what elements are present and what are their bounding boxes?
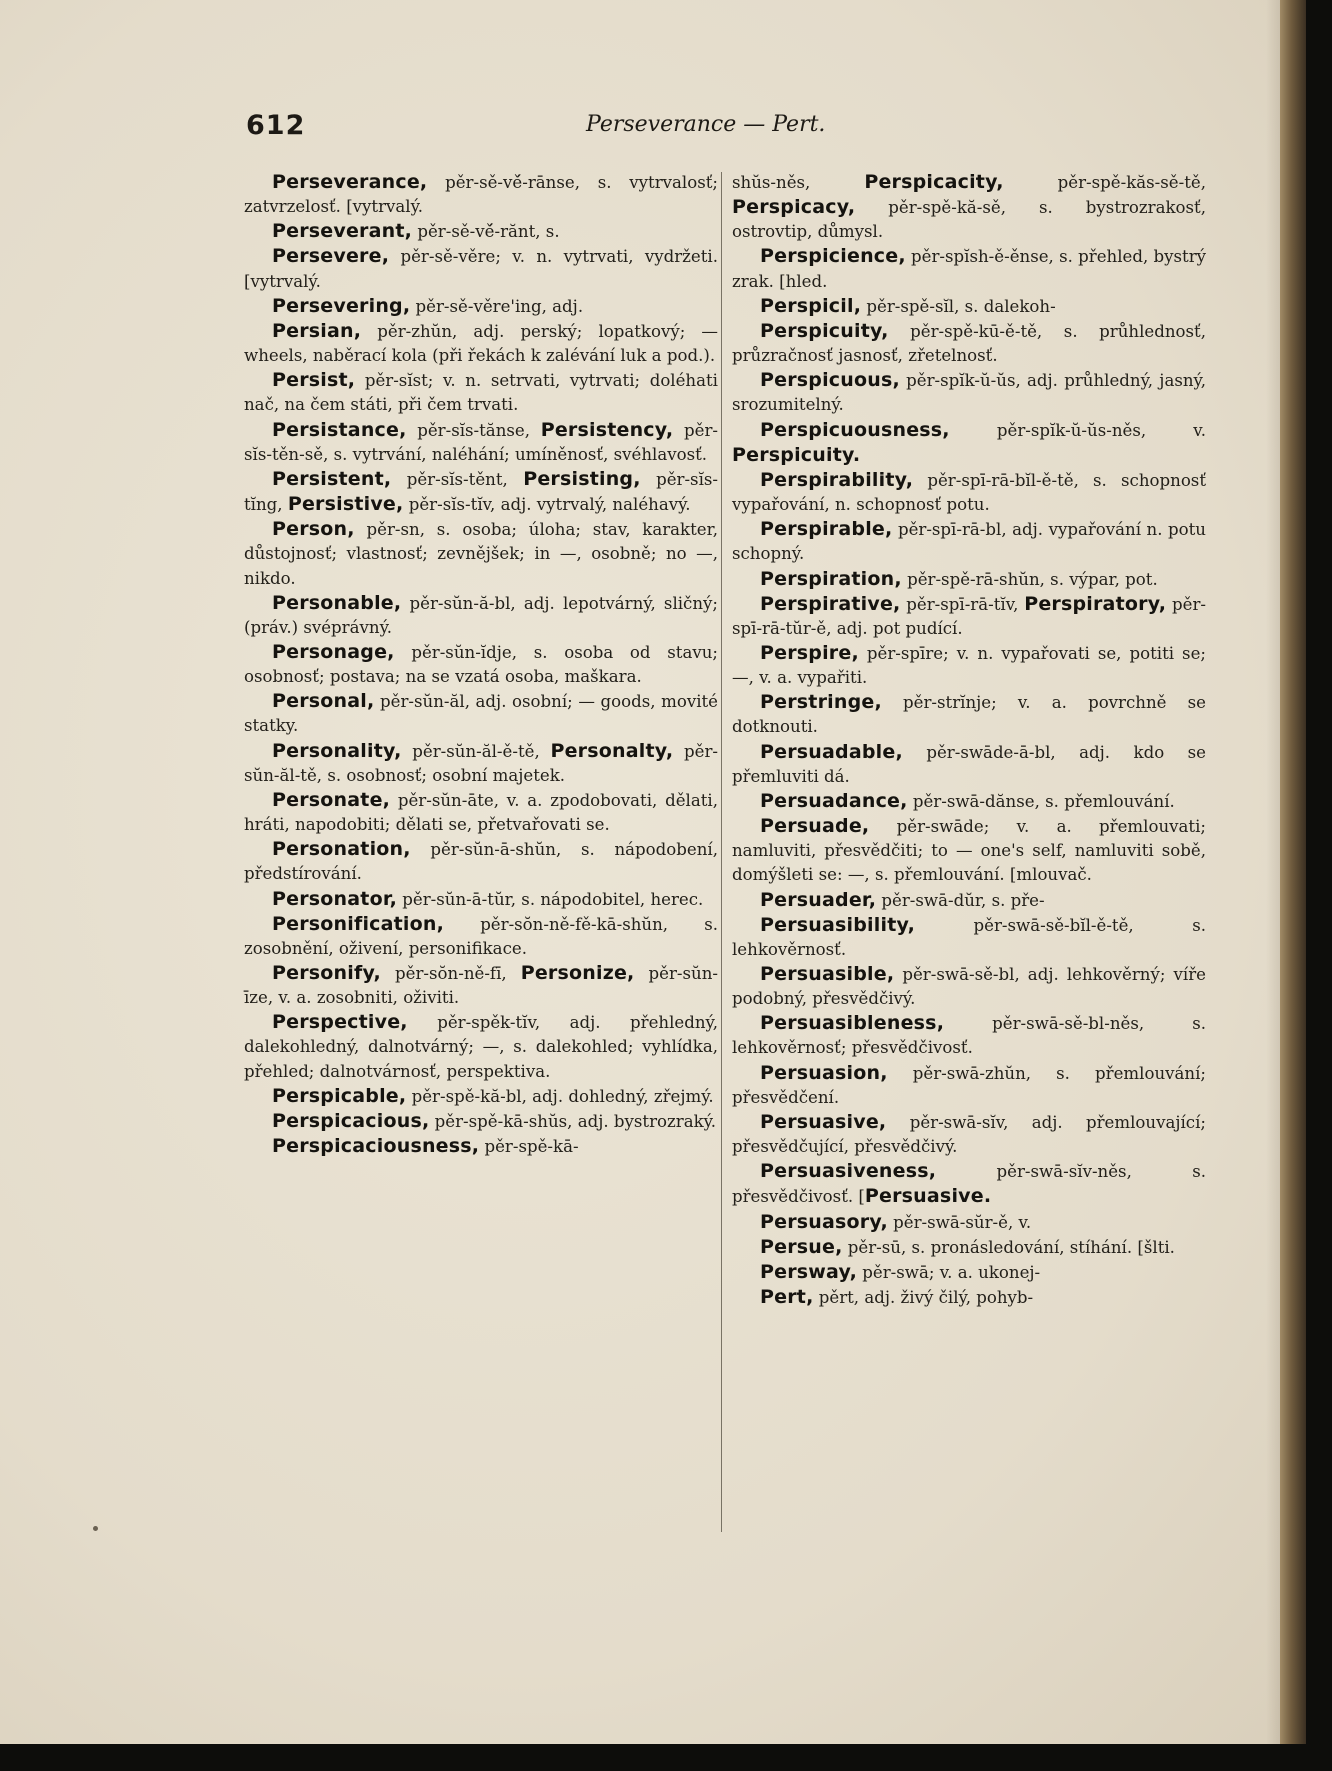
entry-headword: Persevering, <box>272 294 411 317</box>
entry-headword: Perspirable, <box>760 518 893 541</box>
entry-definition: pěr-sě-věre'ing, adj. <box>410 296 584 316</box>
entry-headword: Perspective, <box>272 1011 408 1034</box>
entry-definition: pěr-sŏn-ně-fě-kā-shŭn, s. zosobnění, oživení, personifikace. <box>244 914 718 958</box>
dictionary-entry <box>244 319 718 368</box>
entry-definition: pěr-spĭk-ŭ-ŭs, adj. průhledný, jasný, srozumitelný. <box>732 371 1206 415</box>
entry-definition: pěrt, adj. živý čilý, pohyb- <box>813 1288 1034 1308</box>
dictionary-entry <box>732 1235 1206 1260</box>
entry-definition: pěr-strĭnje; v. a. povrchně se dotknouti. <box>732 693 1206 737</box>
entry-definition: pěr-swā-sě-bl-něs, s. lehkověrnosť; přesvědčivosť. <box>732 1014 1206 1058</box>
entry-headword: Perspicacity, <box>864 171 1004 193</box>
entry-definition: pěr-sŭn-ăl-tě, s. osobnosť; osobní majetek. <box>244 741 718 785</box>
entry-headword: Perspirative, <box>760 592 901 615</box>
entry-definition: pěr-sě-věre; v. n. vytrvati, vydržeti. [vytrvalý. <box>244 247 718 291</box>
entry-definition: pěr-sŭn-ăl, adj. osobní; — goods, movité statky. <box>244 692 718 736</box>
entry-headword: Personable, <box>272 591 402 614</box>
page-number: 612 <box>246 110 306 141</box>
entry-definition: pěr-sŏn-ně-fī, <box>380 964 521 983</box>
entry-definition: pěr-spě-kă-bl, adj. dohledný, zřejmý. <box>406 1086 714 1106</box>
entry-headword: Perspicaciousness, <box>272 1135 480 1158</box>
entry-headword: Persistency, <box>540 418 674 441</box>
entry-definition: pěr-swā-zhŭn, s. přemlouvání; přesvědčení. <box>732 1063 1206 1107</box>
entry-headword: Persuasibleness, <box>760 1012 945 1035</box>
entry-definition: pěr-swā; v. a. ukonej- <box>857 1262 1041 1282</box>
entry-headword: Persue, <box>760 1235 843 1258</box>
dictionary-entry <box>244 244 718 293</box>
entry-definition: pěr-sŭn-īze, v. a. zosobniti, oživiti. <box>244 964 718 1008</box>
entry-headword: Personification, <box>272 912 445 935</box>
entry-headword: Persevere, <box>272 245 390 268</box>
entry-headword: Perstringe, <box>760 691 882 714</box>
entry-headword: Perseverant, <box>272 220 413 243</box>
right-column <box>732 170 1206 1310</box>
entry-headword: Perspicuousness, <box>760 418 950 441</box>
dictionary-entry <box>732 170 1206 244</box>
dictionary-entry <box>244 591 718 640</box>
entry-definition: pěr-swā-sĭv-něs, s. přesvědčivosť. [ <box>732 1162 1206 1207</box>
dictionary-entry <box>244 689 718 738</box>
dictionary-entry <box>244 219 718 244</box>
dictionary-entry <box>732 294 1206 319</box>
dictionary-entry <box>732 913 1206 962</box>
entry-definition: pěr-swāde; v. a. přemlouvati; namluviti, přesvědčiti; to — one's self, namluviti sobě, domýšleti se: —, s. přemlouvání. [mlouvač. <box>732 817 1206 885</box>
entry-headword: Persistive, <box>287 493 404 516</box>
entry-headword: Persuade, <box>760 815 870 838</box>
entry-definition: pěr-sŭn-āte, v. a. zpodobovati, dělati, hráti, napodobiti; dělati se, přetvařovati se. <box>244 790 718 835</box>
entry-definition: pěr-sě-vě́-rănt, s. <box>412 222 560 242</box>
entry-definition: pěr-sĭs-tĭv, adj. vytrvalý, naléhavý. <box>403 495 691 515</box>
entry-headword: Persisting, <box>523 467 641 490</box>
entry-definition: pěr-sĭst; v. n. setrvati, vytrvati; doléhati nač, na čem státi, při čem trvati. <box>244 371 718 415</box>
dictionary-entry <box>244 368 718 417</box>
entry-definition: pěr-swāde-ā-bl, adj. kdo se přemluviti dá. <box>732 742 1206 786</box>
entry-definition: pěr-swā-sĭv, adj. přemlouvající; přesvědčující, přesvědčivý. <box>732 1112 1206 1157</box>
entry-headword: Persuasiveness, <box>760 1160 937 1183</box>
entry-headword: Personation, <box>272 838 411 861</box>
dictionary-entry <box>244 294 718 319</box>
dictionary-entry <box>732 468 1206 517</box>
entry-headword: Persuasory, <box>760 1210 888 1233</box>
entry-definition: pěr-swā-sŭr-ě, v. <box>887 1212 1032 1232</box>
entry-headword: Persistance, <box>272 418 407 441</box>
dictionary-entry <box>732 1210 1206 1235</box>
entry-headword: Persuasive, <box>760 1110 887 1133</box>
entry-definition: pěr-spě-kā- <box>479 1137 579 1157</box>
entry-definition: pěr-zhŭn, adj. perský; lopatkový; — wheels, naběrací kola (při řekách k zalévání luk a pod.). <box>244 321 718 366</box>
dictionary-entry <box>732 888 1206 913</box>
entry-definition: pěr-sn, s. osoba; úloha; stav, karakter, důstojnosť; vlastnosť; zevnějšek; in —, osobně; no —, nikdo. <box>244 520 718 588</box>
dictionary-entry <box>732 1260 1206 1285</box>
entry-definition: pěr-spīre; v. n. vypařovati se, potiti se; —, v. a. vypařiti. <box>732 643 1206 688</box>
entry-headword: Persuasive. <box>864 1185 992 1208</box>
entry-headword: Persuasion, <box>760 1061 888 1084</box>
dictionary-entry <box>732 592 1206 641</box>
entry-headword: Persuadance, <box>760 789 908 812</box>
entry-definition: pěr-spě-kū-ě-tě, s. průhlednosť, průzračnosť jasnosť, zřetelnosť. <box>732 321 1206 366</box>
entry-headword: Perspicience, <box>760 245 906 268</box>
entry-definition: pěr-sŭn-ĭdje, s. osoba od stavu; osobnosť; postava; na se vzatá osoba, maškara. <box>244 642 718 687</box>
entry-headword: Pert, <box>760 1286 814 1309</box>
dictionary-entry <box>732 789 1206 814</box>
entry-definition: pěr-swā-sě-bl, adj. lehkověrný; víře podobný, přesvědčivý. <box>732 965 1206 1009</box>
dictionary-entry <box>732 418 1206 468</box>
page-header <box>246 110 1226 150</box>
dictionary-entry <box>244 961 718 1010</box>
entry-definition: shŭs-něs, <box>732 173 865 192</box>
dictionary-entry <box>732 690 1206 739</box>
entry-headword: Perspicuity, <box>760 319 889 342</box>
entry-headword: Persistent, <box>272 467 392 490</box>
dictionary-entry <box>732 567 1206 592</box>
dictionary-entry <box>244 1134 718 1159</box>
entry-definition: pěr-sŭn-ā-shŭn, s. nápodobení, předstírování. <box>244 840 718 884</box>
entry-definition: pěr-spī-rā-tŭr-ě, adj. pot pudící. <box>732 594 1206 638</box>
entry-headword: Personator, <box>272 887 398 910</box>
entry-headword: Personify, <box>272 962 381 984</box>
dictionary-entry <box>732 1110 1206 1159</box>
dictionary-entry <box>244 1010 718 1083</box>
entry-headword: Personalty, <box>550 739 674 762</box>
dictionary-entry <box>732 319 1206 368</box>
dictionary-entry <box>732 1061 1206 1110</box>
dictionary-entry <box>732 740 1206 789</box>
entry-definition: pěr-spī-rā-bl, adj. vypařování n. potu schopný. <box>732 520 1206 564</box>
entry-definition: pěr-spĭsh-ě-ěnse, s. přehled, bystrý zrak. [hled. <box>732 247 1207 291</box>
entry-definition: pěr-swā-dŭr, s. pře- <box>876 890 1045 910</box>
entry-headword: Perspiration, <box>760 567 902 590</box>
dictionary-entry <box>732 962 1206 1011</box>
entry-definition: pěr-spĭk-ŭ-ŭs-něs, v. <box>949 420 1206 440</box>
entry-headword: Personate, <box>272 788 391 811</box>
entry-headword: Perspicuous, <box>760 369 900 392</box>
entry-headword: Perspire, <box>760 641 859 664</box>
entry-headword: Personize, <box>520 962 635 984</box>
dictionary-entry <box>244 739 718 788</box>
entry-definition: pěr-spě-kăs-sě-tě, <box>1003 173 1206 192</box>
entry-definition: pěr-spī-rā-bĭl-ě-tě, s. schopnosť vypařování, n. schopnosť potu. <box>732 470 1206 515</box>
running-head: Perseverance — Pert. <box>586 112 826 137</box>
entry-headword: Personage, <box>272 640 395 663</box>
entry-definition: pěr-sū, s. pronásledování, stíhání. [šlti. <box>842 1237 1175 1257</box>
paper-speck <box>93 1526 98 1531</box>
dictionary-entry <box>732 244 1206 293</box>
dictionary-entry <box>732 517 1206 566</box>
entry-definition: pěr-spě-sĭl, s. dalekoh- <box>861 296 1056 316</box>
entry-definition: pěr-sĭs-tănse, <box>406 420 541 440</box>
entry-headword: Persuader, <box>760 888 877 911</box>
entry-headword: Persian, <box>272 319 362 342</box>
dictionary-entry <box>244 788 718 837</box>
entry-headword: Perseverance, <box>272 171 428 193</box>
entry-definition: pěr-sŭn-ă-bl, adj. lepotvárný, sličný; (práv.) svéprávný. <box>244 593 718 637</box>
dictionary-entry <box>244 887 718 912</box>
dictionary-entry <box>244 640 718 689</box>
dictionary-entry <box>244 1109 718 1134</box>
left-column <box>244 170 718 1159</box>
entry-definition: pěr-spě-rā-shŭn, s. výpar, pot. <box>901 569 1158 589</box>
entry-headword: Persuasibility, <box>760 913 916 936</box>
dictionary-entry <box>732 1159 1206 1209</box>
entry-headword: Personal, <box>272 690 375 713</box>
dictionary-entry <box>244 1084 718 1109</box>
entry-headword: Perspirability, <box>760 468 914 491</box>
entry-headword: Perspicable, <box>272 1084 407 1107</box>
entry-headword: Perspicuity. <box>732 443 861 466</box>
entry-headword: Perspicacy, <box>732 196 856 219</box>
dictionary-entry <box>244 170 718 219</box>
entry-definition: pěr-sĭs-těnt, <box>391 469 524 489</box>
entry-headword: Perspicil, <box>760 294 862 317</box>
column-divider <box>721 172 722 1532</box>
entry-definition: pěr-sĭs-tĭng, <box>244 469 718 515</box>
entry-definition: pěr-sŭn-ăl-ě-tě, <box>401 741 551 761</box>
entry-headword: Perspicacious, <box>272 1109 430 1132</box>
dictionary-entry <box>244 912 718 961</box>
dictionary-entry <box>244 517 718 590</box>
dictionary-entry <box>732 368 1206 417</box>
entry-definition: pěr-spěk-tĭv, adj. přehledný, dalekohledný, dalnotvárný; —, s. dalekohled; vyhlídka, přehled; dalnotvárnosť, perspektiva. <box>244 1013 718 1081</box>
entry-headword: Person, <box>272 518 355 541</box>
entry-headword: Persway, <box>760 1260 858 1283</box>
entry-headword: Persuasible, <box>760 963 895 985</box>
entry-headword: Persist, <box>272 369 356 392</box>
entry-definition: pěr-swā-dănse, s. přemlouvání. <box>907 791 1175 811</box>
entry-definition: pěr-spě-kā-shŭs, adj. bystrozraký. <box>429 1111 717 1131</box>
entry-headword: Persuadable, <box>760 740 903 763</box>
dictionary-entry <box>732 814 1206 887</box>
entry-definition: pěr-sě-vě́-rānse, s. vytrvalosť; zatvrzelosť. [vytrvalý. <box>244 173 718 217</box>
dictionary-entry <box>244 418 718 467</box>
dictionary-entry <box>732 641 1206 690</box>
dictionary-entry <box>732 1011 1206 1060</box>
dictionary-entry <box>244 837 718 886</box>
entry-headword: Personality, <box>272 739 402 762</box>
entry-definition: pěr-sĭs-těn-sě, s. vytrvání, naléhání; umíněnosť, svéhlavosť. <box>244 420 718 464</box>
entry-definition: pěr-spě-kă-sě, s. bystrozrakosť, ostrovtip, důmysl. <box>732 198 1206 242</box>
entry-definition: pěr-spī-rā-tĭv, <box>900 594 1025 614</box>
entry-definition: pěr-swā-sě-bĭl-ě-tě, s. lehkověrnosť. <box>732 915 1206 959</box>
book-binding-edge <box>1280 0 1306 1744</box>
entry-definition: pěr-sŭn-ā-tŭr, s. nápodobitel, herec. <box>397 889 704 909</box>
dictionary-entry <box>732 1285 1206 1310</box>
dictionary-entry <box>244 467 718 517</box>
entry-headword: Perspiratory, <box>1024 592 1167 615</box>
